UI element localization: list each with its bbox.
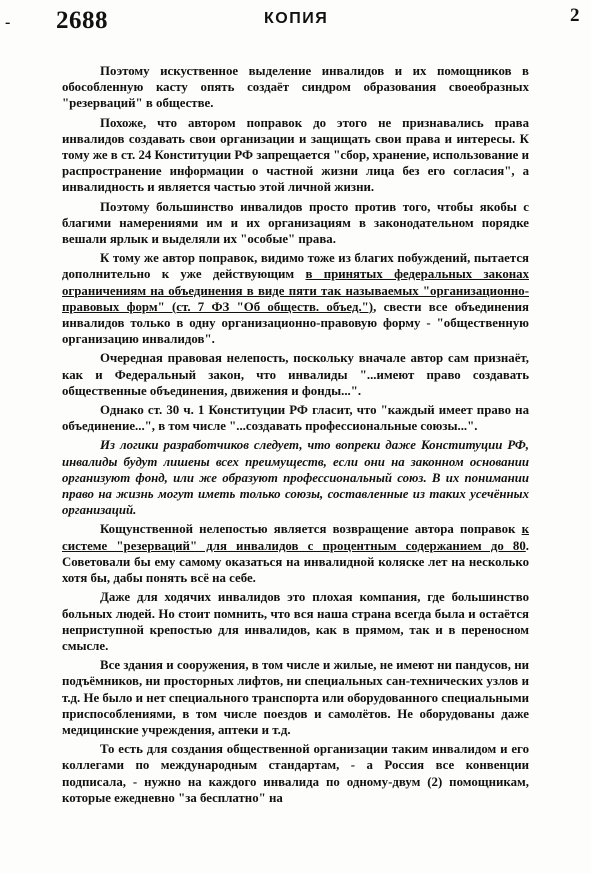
paragraph-text: Кощунственной нелепостью является возвращение автора поправок xyxy=(100,522,522,537)
document-body xyxy=(62,63,529,809)
paragraph-p4 xyxy=(62,250,529,347)
paragraph-text: К тому же автор поправок, видимо тоже из благих побуждений, пытается дополнительно к уже действующим xyxy=(62,251,529,282)
paragraph-text: Похоже, что автором поправок до этого не признавались права инвалидов создавать свои организации и защищать свои права и интересы. К тому же в ст. 24 Конституции РФ запрещается "сбор, хранение, использование и распространение информации о частной жизни лица без его согласия", а инвалидность и является частью этой личной жизни. xyxy=(62,115,529,195)
paragraph-text: Даже для ходячих инвалидов это плохая компания, где большинство больных людей. Но стоит помнить, что вся наша страна всегда была и остаётся неприступной крепостью для инвалидов, как в прямом, так и в переносном смысле. xyxy=(62,590,529,653)
paragraph-p5 xyxy=(62,350,529,399)
paragraph-text: . Советовали бы ему самому оказаться на инвалидной коляске лет на несколько хотя бы, дабы понять всё на себе. xyxy=(62,538,529,586)
paragraph-text: , свести все объединения инвалидов только в одну организационно-правовую форму - "общественную организацию инвалидов". xyxy=(62,299,529,347)
paragraph-text: Все здания и сооружения, в том числе и жилые, не имеют ни пандусов, ни подъёмников, ни просторных лифтов, ни специальных сан-технических узлов и т.д. Не было и нет специального транспорта или оборудованного специальными приспособлениями, в том числе поездов и самолётов. Не оборудованы даже медицинские учреждения, аптеки и т.д. xyxy=(62,658,529,737)
paragraph-text: То есть для создания общественной организации таким инвалидом и его коллегами по международным стандартам, - а Россия все конвенции подписала, - нужно на каждого инвалида по одному-двум (2) помощникам, которые ежедневно "за бесплатно" на xyxy=(62,742,529,805)
paragraph-text: Поэтому искуственное выделение инвалидов и их помощников в обособленную касту опять создаёт синдром образования своеобразных "резерваций" в обществе. xyxy=(62,64,529,111)
underlined-text: в принятых федеральных законах ограничениям на объединения в виде пяти так называемых "организационно-правовых форм" (ст. 7 ФЗ "Об обществ. объед.") xyxy=(62,267,529,314)
paragraph-p11 xyxy=(62,741,529,806)
paragraph-text: Очередная правовая нелепость, поскольку вначале автор сам признаёт, как и Федеральный закон, что инвалиды "...имеют право создавать общественные объединения, движения и фонды...". xyxy=(62,351,529,398)
document-number: 2688 xyxy=(56,7,108,34)
paragraph-p3 xyxy=(62,199,529,248)
copy-stamp: КОПИЯ xyxy=(264,10,329,27)
paragraph-p10 xyxy=(62,657,529,738)
paragraph-p8 xyxy=(62,521,529,586)
paragraph-p9 xyxy=(62,589,529,654)
margin-dash: - xyxy=(5,14,11,31)
paragraph-p2 xyxy=(62,115,529,196)
italic-text: Из логики разработчиков следует, что вопреки даже Конституции РФ, инвалиды будут лишены всех преимуществ, если они на законном основании организуют фонд, или же образуют профессиональный союз. В их понимании право на жизнь могут иметь только союзы, составленные из таких усечённых организаций. xyxy=(62,438,529,518)
paragraph-text: Однако ст. 30 ч. 1 Конституции РФ гласит, что "каждый имеет право на объединение...", в том числе "...создавать профессиональные союзы...". xyxy=(62,403,529,434)
paragraph-p7 xyxy=(62,437,529,518)
underlined-text: к системе "резерваций" для инвалидов с процентным содержанием до 80 xyxy=(62,522,529,553)
paragraph-p6 xyxy=(62,402,529,434)
paragraph-text: Поэтому большинство инвалидов просто против того, чтобы якобы с благими намерениями им и их организациям в законодательном порядке вешали ярлык и выделяли их "особые" права. xyxy=(62,199,529,247)
paragraph-p1 xyxy=(62,63,529,112)
page-number: 2 xyxy=(570,5,580,26)
